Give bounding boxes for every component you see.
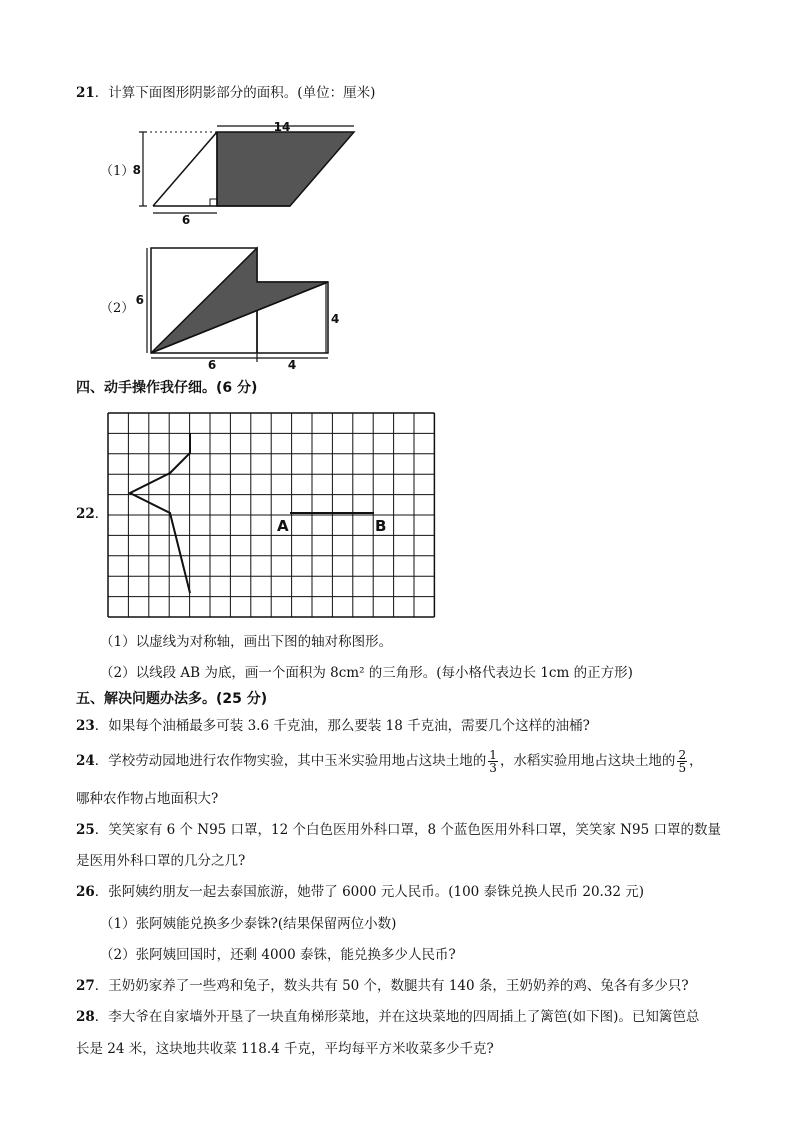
question-24: 24．学校劳动园地进行农作物实验，其中玉米实验用地占这块土地的 $\frac{1}{3}$ ，水稻实验用地占这块土地的 $\frac{2}{5}$ ，	[76, 748, 703, 775]
fraction-two-fifths: $\frac{2}{5}$	[678, 748, 687, 775]
question-26-part-1: （1）张阿姨能兑换多少泰铢?(结果保留两位小数)	[100, 916, 397, 932]
shaded-region	[151, 248, 328, 353]
label-4-bottom: 4	[287, 358, 297, 372]
figure-1-label: （1）	[100, 164, 135, 179]
question-26-part-2: （2）张阿姨回国时，还剩 4000 泰铢，能兑换多少人民币?	[100, 947, 456, 963]
question-number: 26	[76, 884, 95, 900]
label-6: 6	[181, 213, 191, 227]
question-25-line-2: 是医用外科口罩的几分之几?	[76, 853, 246, 869]
question-25: 25．笑笑家有 6 个 N95 口罩，12 个白色医用外科口罩，8 个蓝色医用外科口罩，笑笑家 N95 口罩的数量	[76, 822, 721, 838]
question-23: 23．如果每个油桶最多可装 3.6 千克油，那么要装 18 千克油，需要几个这样的油桶?	[76, 718, 590, 734]
question-24-line-2: 哪种农作物占地面积大?	[76, 791, 219, 807]
label-6-bottom: 6	[207, 358, 217, 372]
point-b-label: B	[375, 517, 387, 535]
question-number: 24	[76, 753, 95, 769]
question-number: 21	[76, 85, 95, 101]
question-21: 21．计算下面图形阴影部分的面积。(单位：厘米)	[76, 85, 376, 101]
question-28: 28．李大爷在自家墙外开垦了一块直角梯形菜地，并在这块菜地的四周插上了篱笆(如下图)。已知篱笆总	[76, 1009, 700, 1025]
section-4-title: 四、动手操作我仔细。(6 分)	[76, 380, 258, 396]
question-text: 计算下面图形阴影部分的面积。(单位：厘米)	[108, 85, 376, 101]
label-8: 8	[132, 163, 141, 177]
question-number: 22	[76, 506, 95, 522]
label-6-left: 6	[135, 293, 144, 307]
point-a-label: A	[277, 517, 289, 535]
question-text: 如果每个油桶最多可装 3.6 千克油，那么要装 18 千克油，需要几个这样的油桶?	[108, 718, 590, 734]
question-number: 28	[76, 1009, 95, 1025]
question-number: 25	[76, 822, 95, 838]
section-5-title: 五、解决问题办法多。(25 分)	[76, 691, 268, 707]
question-22: 22．	[76, 506, 109, 522]
figure-2-label: （2）	[100, 301, 135, 316]
question-26: 26．张阿姨约朋友一起去泰国旅游，她带了 6000 元人民币。(100 泰铢兑换人民币 20.32 元)	[76, 884, 645, 900]
question-number: 27	[76, 978, 95, 994]
fraction-one-third: $\frac{1}{3}$	[489, 748, 497, 775]
label-4-right: 4	[331, 312, 340, 326]
question-number: 23	[76, 718, 95, 734]
drawing-grid	[0, 400, 794, 620]
label-14: 14	[273, 120, 291, 134]
figure-2-squares	[0, 240, 794, 370]
question-22-part-2: （2）以线段 AB 为底，画一个面积为 8cm² 的三角形。(每小格代表边长 1cm 的正方形)	[100, 665, 633, 681]
half-figure	[130, 433, 190, 593]
question-27: 27．王奶奶家养了一些鸡和兔子，数头共有 50 个，数腿共有 140 条，王奶奶养的鸡、兔各有多少只?	[76, 978, 689, 994]
question-28-line-2: 长是 24 米，这块地共收菜 118.4 千克，平均每平方米收菜多少千克?	[76, 1041, 494, 1057]
shaded-region	[217, 132, 354, 206]
question-22-part-1: （1）以虚线为对称轴，画出下图的轴对称图形。	[100, 634, 393, 650]
